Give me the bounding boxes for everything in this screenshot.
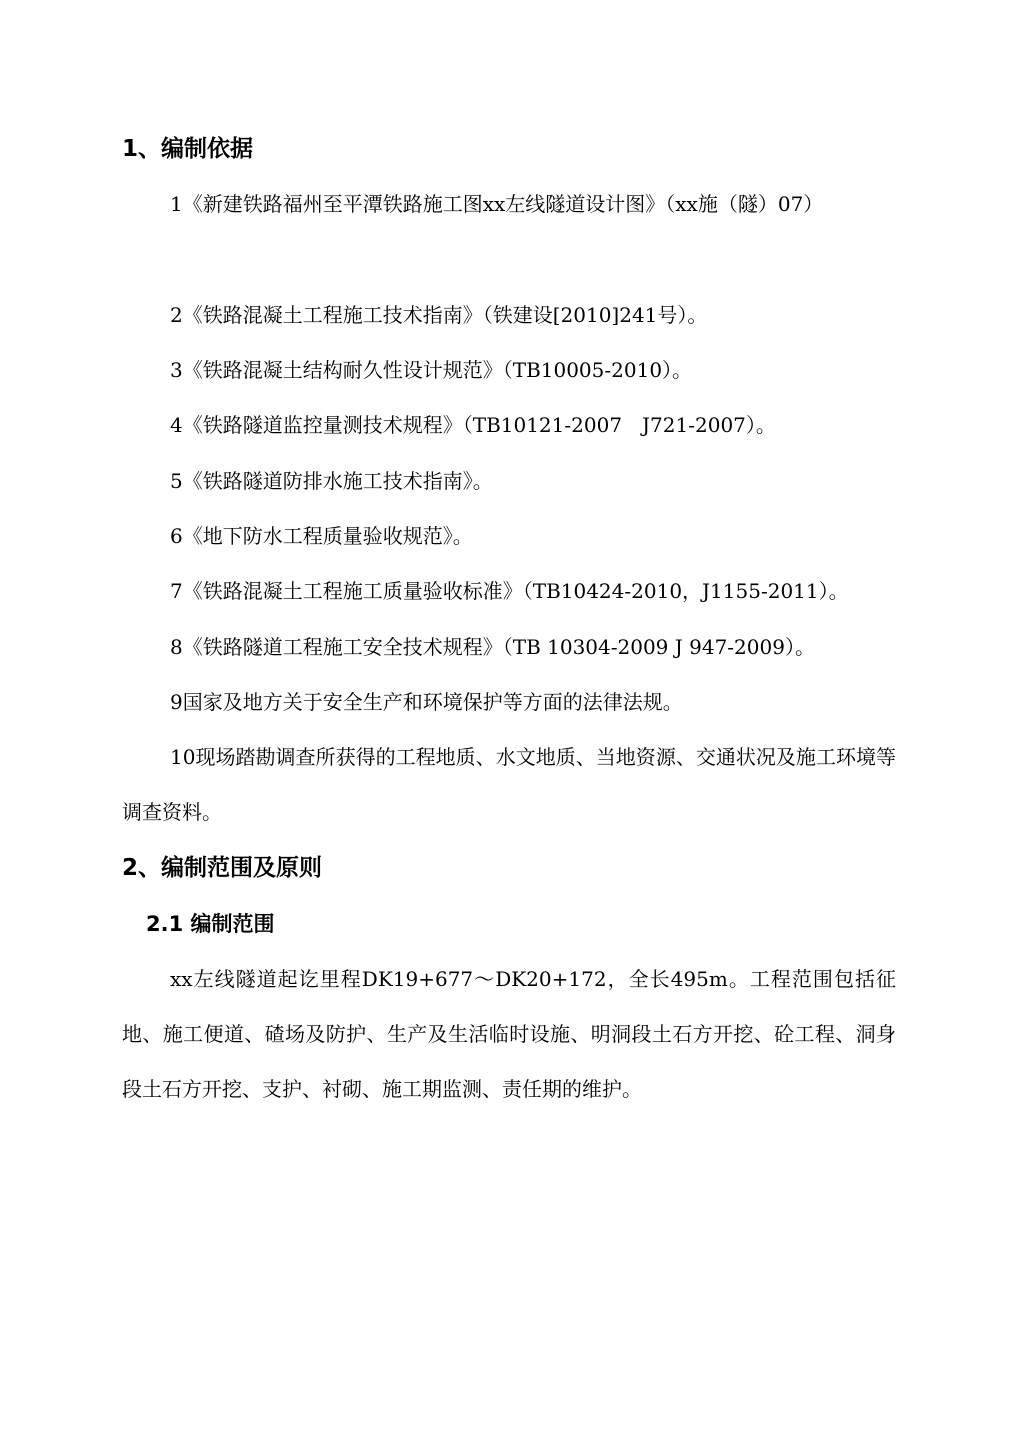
basis-item-2: 2《铁路混凝土工程施工技术指南》（铁建设[2010]241号）。: [170, 303, 708, 327]
section-heading-scope-principles: 2、编制范围及原则: [122, 855, 323, 881]
basis-item-3: 3《铁路混凝土结构耐久性设计规范》（TB10005-2010）。: [170, 358, 693, 382]
basis-item-6: 6《地下防水工程质量验收规范》。: [170, 524, 473, 548]
section-heading-basis: 1、编制依据: [122, 136, 254, 162]
basis-item-8: 8《铁路隧道工程施工安全技术规程》（TB 10304-2009 J 947-2009）。: [170, 635, 815, 659]
basis-item-9: 9国家及地方关于安全生产和环境保护等方面的法律法规。: [170, 690, 683, 714]
subsection-heading-scope: 2.1 编制范围: [146, 912, 275, 936]
scope-paragraph: xx左线隧道起讫里程DK19+677～DK20+172，全长495m。工程范围包括征地、施工便道、碴场及防护、生产及生活临时设施、明洞段土石方开挖、砼工程、洞身段土石方开挖、支护、衬砌、施工期监测、责任期的维护。: [122, 967, 896, 1101]
basis-item-7: 7《铁路混凝土工程施工质量验收标准》（TB10424-2010，J1155-2011）。: [170, 579, 849, 603]
basis-item-1: 1《新建铁路福州至平潭铁路施工图xx左线隧道设计图》（xx施（隧）07）: [170, 192, 824, 216]
basis-item-10: 10现场踏勘调查所获得的工程地质、水文地质、当地资源、交通状况及施工环境等调查资料。: [122, 745, 896, 824]
basis-item-4: 4《铁路隧道监控量测技术规程》（TB10121-2007 J721-2007）。: [170, 413, 776, 437]
basis-item-5: 5《铁路隧道防排水施工技术指南》。: [170, 469, 493, 493]
